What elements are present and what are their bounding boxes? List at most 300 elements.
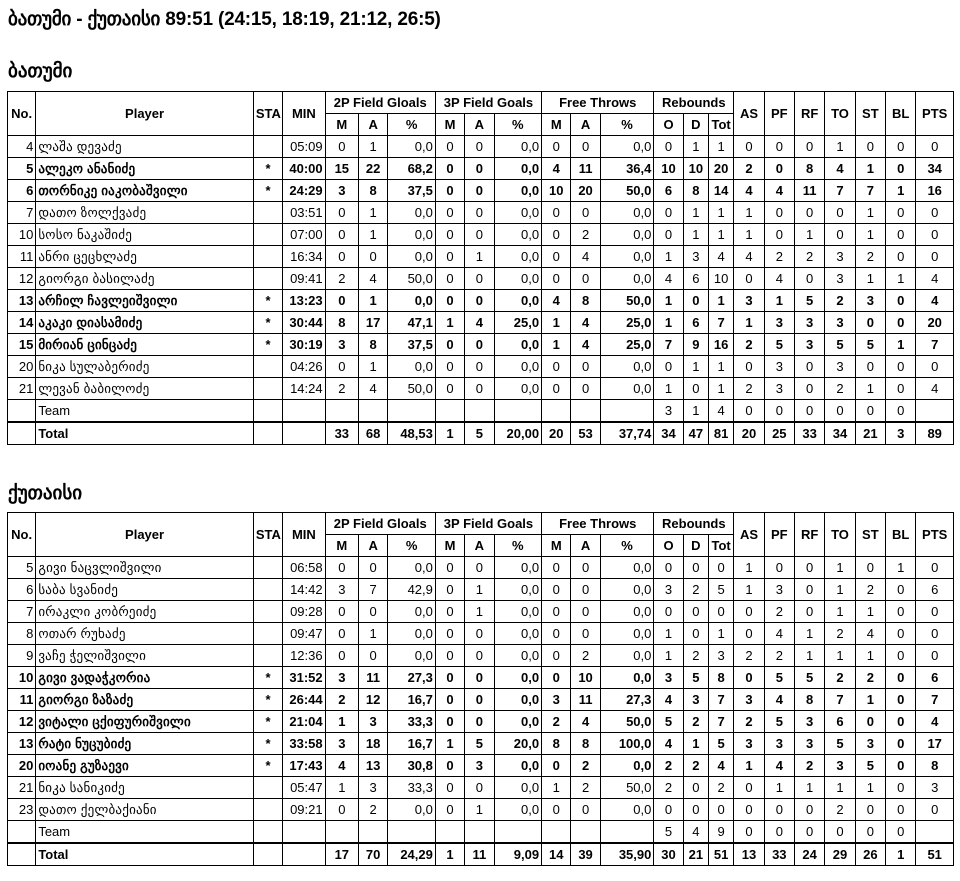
stat-m2: 3 (325, 733, 358, 755)
stat-m3: 0 (435, 378, 464, 400)
col-header-reb: Rebounds (654, 92, 734, 114)
stat-af: 8 (571, 733, 600, 755)
starter-mark (253, 378, 282, 400)
stat-a3: 1 (465, 799, 494, 821)
stat-bl: 0 (886, 158, 916, 180)
stat-as: 3 (734, 290, 764, 312)
stat-pf: 3 (764, 733, 794, 755)
starter-mark (253, 601, 282, 623)
total-a2: 70 (359, 843, 388, 866)
stat-st: 3 (855, 290, 885, 312)
starter-mark (253, 557, 282, 579)
stat-tot: 1 (708, 623, 733, 645)
empty-cell (8, 821, 36, 844)
header-row (8, 513, 954, 535)
stat-pf: 0,0 (600, 755, 654, 777)
player-name: ლევან ბაბილოძე (36, 378, 254, 400)
col-subheader-a: A (571, 535, 600, 557)
player-row (8, 158, 954, 180)
player-number: 13 (8, 290, 36, 312)
stat-mf: 0 (542, 623, 571, 645)
stat-rf: 0 (794, 579, 824, 601)
col-header-bl: BL (886, 513, 916, 557)
stat-st: 1 (855, 268, 885, 290)
team-stat-d: 4 (683, 821, 708, 844)
stat-a2: 0 (359, 601, 388, 623)
stat-af: 0 (571, 601, 600, 623)
stat-tot: 4 (708, 755, 733, 777)
player-name: ოთარ რუხაძე (36, 623, 254, 645)
player-row (8, 378, 954, 400)
col-subheader-m: M (435, 535, 464, 557)
col-header-ft: Free Throws (542, 513, 654, 535)
stat-m3: 0 (435, 224, 464, 246)
stat-pts: 0 (916, 246, 954, 268)
total-row (8, 422, 954, 445)
stat-rf: 1 (794, 224, 824, 246)
stat-p2: 16,7 (388, 689, 436, 711)
stat-o: 0 (654, 601, 683, 623)
stat-m2: 0 (325, 202, 358, 224)
stat-pf: 0,0 (600, 579, 654, 601)
stat-tot: 7 (708, 312, 733, 334)
stat-pf: 0,0 (600, 356, 654, 378)
stat-a2: 1 (359, 290, 388, 312)
player-name: გიორგი ზაზაძე (36, 689, 254, 711)
player-row (8, 579, 954, 601)
stat-m2: 2 (325, 689, 358, 711)
stat-m3: 0 (435, 645, 464, 667)
stat-d: 3 (683, 246, 708, 268)
stat-as: 0 (734, 799, 764, 821)
total-label: Total (36, 422, 254, 445)
stat-p3: 0,0 (494, 689, 542, 711)
stat-d: 2 (683, 711, 708, 733)
col-subheader-a: A (465, 114, 494, 136)
stat-a2: 0 (359, 246, 388, 268)
stat-rf: 0 (794, 378, 824, 400)
team-stat-pf: 0 (764, 400, 794, 423)
stat-m3: 0 (435, 334, 464, 356)
stat-st: 1 (855, 645, 885, 667)
player-name: ვიტალი ცქიფურიშვილი (36, 711, 254, 733)
total-m2: 17 (325, 843, 358, 866)
stat-as: 3 (734, 733, 764, 755)
stat-m3: 0 (435, 777, 464, 799)
stat-as: 1 (734, 312, 764, 334)
header-row (8, 92, 954, 114)
stat-af: 0 (571, 356, 600, 378)
col-header-st: ST (855, 92, 885, 136)
total-m3: 1 (435, 422, 464, 445)
player-name: აკაკი დიასამიძე (36, 312, 254, 334)
stat-a2: 18 (359, 733, 388, 755)
stat-m3: 0 (435, 356, 464, 378)
total-st: 26 (855, 843, 885, 866)
home-box-score-table (7, 91, 954, 445)
starter-mark (253, 645, 282, 667)
total-d: 47 (683, 422, 708, 445)
minutes: 07:00 (283, 224, 325, 246)
stat-st: 2 (855, 579, 885, 601)
stat-o: 4 (654, 733, 683, 755)
stat-af: 0 (571, 799, 600, 821)
stat-m3: 0 (435, 711, 464, 733)
stat-a3: 1 (465, 246, 494, 268)
stat-st: 1 (855, 777, 885, 799)
empty-cell (359, 821, 388, 844)
starter-mark (253, 246, 282, 268)
stat-pf: 50,0 (600, 180, 654, 202)
stat-d: 0 (683, 601, 708, 623)
player-name: ნიკა სანიკიძე (36, 777, 254, 799)
stat-m2: 0 (325, 623, 358, 645)
stat-pf: 0 (764, 799, 794, 821)
empty-cell (600, 400, 654, 423)
stat-as: 4 (734, 180, 764, 202)
player-name: ნიკა სულაბერიძე (36, 356, 254, 378)
col-subheader-pct: % (600, 535, 654, 557)
player-number: 21 (8, 378, 36, 400)
player-name: ალეკო ანანიძე (36, 158, 254, 180)
empty-cell (325, 821, 358, 844)
stat-to: 2 (825, 667, 855, 689)
stat-a2: 1 (359, 136, 388, 158)
stat-pf: 27,3 (600, 689, 654, 711)
stat-p3: 0,0 (494, 557, 542, 579)
stat-p2: 0,0 (388, 290, 436, 312)
player-row (8, 312, 954, 334)
col-subheader-o: O (654, 535, 683, 557)
stat-o: 2 (654, 755, 683, 777)
stat-m2: 3 (325, 667, 358, 689)
stat-a2: 22 (359, 158, 388, 180)
stat-pts: 34 (916, 158, 954, 180)
stat-pf: 0 (764, 557, 794, 579)
player-row (8, 557, 954, 579)
stat-o: 1 (654, 623, 683, 645)
total-bl: 1 (886, 843, 916, 866)
stat-to: 3 (825, 312, 855, 334)
stat-p3: 0,0 (494, 645, 542, 667)
total-to: 34 (825, 422, 855, 445)
stat-af: 10 (571, 667, 600, 689)
stat-p3: 0,0 (494, 334, 542, 356)
stat-rf: 3 (794, 711, 824, 733)
stat-af: 0 (571, 378, 600, 400)
stat-bl: 0 (886, 777, 916, 799)
stat-tot: 7 (708, 711, 733, 733)
player-name: დათო ქელბაქიანი (36, 799, 254, 821)
stat-a2: 11 (359, 667, 388, 689)
stat-p2: 42,9 (388, 579, 436, 601)
stat-p2: 0,0 (388, 557, 436, 579)
stat-st: 4 (855, 623, 885, 645)
col-header-pf: PF (764, 513, 794, 557)
stat-bl: 0 (886, 601, 916, 623)
player-name: სოსო ნაკაშიძე (36, 224, 254, 246)
starter-mark (253, 777, 282, 799)
stat-o: 1 (654, 246, 683, 268)
player-number: 10 (8, 667, 36, 689)
stat-o: 4 (654, 268, 683, 290)
stat-a3: 5 (465, 733, 494, 755)
stat-rf: 3 (794, 733, 824, 755)
stat-mf: 0 (542, 799, 571, 821)
stat-d: 10 (683, 158, 708, 180)
col-subheader-pct: % (494, 535, 542, 557)
stat-mf: 2 (542, 711, 571, 733)
stat-tot: 20 (708, 158, 733, 180)
total-tot: 51 (708, 843, 733, 866)
stat-af: 2 (571, 755, 600, 777)
stat-af: 4 (571, 312, 600, 334)
stat-af: 4 (571, 246, 600, 268)
stat-tot: 10 (708, 268, 733, 290)
stat-af: 20 (571, 180, 600, 202)
stat-to: 2 (825, 290, 855, 312)
stat-rf: 8 (794, 689, 824, 711)
stat-bl: 1 (886, 334, 916, 356)
stat-mf: 4 (542, 158, 571, 180)
total-p3: 9,09 (494, 843, 542, 866)
team-label: Team (36, 400, 254, 423)
total-mf: 14 (542, 843, 571, 866)
stat-p2: 33,3 (388, 777, 436, 799)
stat-m2: 0 (325, 356, 358, 378)
stat-a3: 0 (465, 268, 494, 290)
stat-mf: 10 (542, 180, 571, 202)
stat-a3: 0 (465, 711, 494, 733)
stat-p2: 50,0 (388, 378, 436, 400)
player-name: დათო ზოლქვაძე (36, 202, 254, 224)
stat-a3: 1 (465, 601, 494, 623)
stat-a3: 4 (465, 312, 494, 334)
stat-as: 0 (734, 777, 764, 799)
stat-a2: 2 (359, 799, 388, 821)
stat-bl: 0 (886, 202, 916, 224)
stat-p3: 0,0 (494, 356, 542, 378)
stat-rf: 0 (794, 799, 824, 821)
player-row (8, 268, 954, 290)
stat-p2: 37,5 (388, 180, 436, 202)
stat-p2: 68,2 (388, 158, 436, 180)
stat-o: 0 (654, 799, 683, 821)
col-header-fg2: 2P Field Gloals (325, 513, 435, 535)
stat-to: 7 (825, 689, 855, 711)
stat-mf: 1 (542, 334, 571, 356)
stat-pf: 25,0 (600, 334, 654, 356)
stat-pts: 0 (916, 202, 954, 224)
stat-m3: 0 (435, 268, 464, 290)
away-box-score-table (7, 512, 954, 866)
stat-m2: 3 (325, 334, 358, 356)
stat-bl: 0 (886, 312, 916, 334)
minutes: 14:42 (283, 579, 325, 601)
stat-tot: 1 (708, 378, 733, 400)
stat-o: 4 (654, 689, 683, 711)
stat-pf: 4 (764, 623, 794, 645)
stat-pf: 0,0 (600, 378, 654, 400)
stat-tot: 1 (708, 136, 733, 158)
stat-a2: 1 (359, 623, 388, 645)
stat-pf: 100,0 (600, 733, 654, 755)
stat-pts: 17 (916, 733, 954, 755)
stat-p3: 0,0 (494, 799, 542, 821)
team-name-home: ბათუმი (8, 61, 73, 82)
stat-pts: 4 (916, 711, 954, 733)
stat-pf: 3 (764, 579, 794, 601)
stat-af: 8 (571, 290, 600, 312)
minutes: 09:28 (283, 601, 325, 623)
stat-tot: 1 (708, 356, 733, 378)
stat-tot: 5 (708, 579, 733, 601)
stat-tot: 8 (708, 667, 733, 689)
player-row (8, 334, 954, 356)
stat-rf: 0 (794, 356, 824, 378)
col-subheader-m: M (542, 535, 571, 557)
stat-a2: 13 (359, 755, 388, 777)
stat-pf: 0 (764, 136, 794, 158)
stat-rf: 5 (794, 290, 824, 312)
stat-p2: 50,0 (388, 268, 436, 290)
stat-p3: 0,0 (494, 136, 542, 158)
minutes: 40:00 (283, 158, 325, 180)
empty-cell (571, 400, 600, 423)
empty-cell (253, 821, 282, 844)
stat-pf: 50,0 (600, 290, 654, 312)
stat-p2: 33,3 (388, 711, 436, 733)
col-header-fg3: 3P Field Goals (435, 513, 541, 535)
empty-cell (283, 422, 325, 445)
stat-d: 0 (683, 290, 708, 312)
stat-af: 2 (571, 777, 600, 799)
stat-pf: 0,0 (600, 623, 654, 645)
stat-rf: 3 (794, 334, 824, 356)
stat-as: 0 (734, 136, 764, 158)
stat-mf: 0 (542, 202, 571, 224)
total-rf: 24 (794, 843, 824, 866)
stat-a2: 0 (359, 645, 388, 667)
starter-mark (253, 623, 282, 645)
stat-m3: 0 (435, 623, 464, 645)
stat-pf: 4 (764, 689, 794, 711)
stat-a3: 0 (465, 689, 494, 711)
stat-d: 2 (683, 645, 708, 667)
total-as: 13 (734, 843, 764, 866)
stat-af: 2 (571, 645, 600, 667)
starter-mark: * (253, 334, 282, 356)
col-subheader-d: D (683, 535, 708, 557)
stat-a3: 0 (465, 180, 494, 202)
stat-pts: 6 (916, 667, 954, 689)
stat-to: 5 (825, 334, 855, 356)
stat-p3: 0,0 (494, 290, 542, 312)
stat-d: 0 (683, 799, 708, 821)
stat-a2: 7 (359, 579, 388, 601)
player-row (8, 667, 954, 689)
stat-pf: 5 (764, 711, 794, 733)
col-header-pts: PTS (916, 513, 954, 557)
stat-m3: 0 (435, 601, 464, 623)
stat-af: 0 (571, 557, 600, 579)
total-as: 20 (734, 422, 764, 445)
total-af: 39 (571, 843, 600, 866)
stat-bl: 0 (886, 623, 916, 645)
col-subheader-a: A (359, 114, 388, 136)
stat-p3: 0,0 (494, 202, 542, 224)
stat-o: 5 (654, 711, 683, 733)
stat-d: 1 (683, 356, 708, 378)
stat-bl: 0 (886, 711, 916, 733)
stat-o: 1 (654, 312, 683, 334)
stat-m2: 0 (325, 290, 358, 312)
empty-cell (253, 422, 282, 445)
player-name: არჩილ ჩავლეიშვილი (36, 290, 254, 312)
player-number: 21 (8, 777, 36, 799)
total-pf: 33 (764, 843, 794, 866)
stat-pts: 0 (916, 136, 954, 158)
stat-as: 1 (734, 224, 764, 246)
empty-cell (283, 821, 325, 844)
stat-a3: 0 (465, 136, 494, 158)
stat-pf: 0,0 (600, 224, 654, 246)
minutes: 31:52 (283, 667, 325, 689)
starter-mark (253, 268, 282, 290)
stat-pts: 8 (916, 755, 954, 777)
player-row (8, 246, 954, 268)
stat-st: 0 (855, 356, 885, 378)
total-o: 34 (654, 422, 683, 445)
starter-mark (253, 579, 282, 601)
player-row (8, 623, 954, 645)
stat-p2: 37,5 (388, 334, 436, 356)
stat-to: 3 (825, 268, 855, 290)
stat-pf: 4 (764, 268, 794, 290)
col-header-fg2: 2P Field Gloals (325, 92, 435, 114)
stat-pts: 4 (916, 290, 954, 312)
team-stat-o: 5 (654, 821, 683, 844)
stat-as: 2 (734, 711, 764, 733)
stat-d: 0 (683, 378, 708, 400)
team-stat-bl: 0 (886, 400, 916, 423)
stat-p2: 0,0 (388, 623, 436, 645)
total-pf: 35,90 (600, 843, 654, 866)
stat-a3: 0 (465, 224, 494, 246)
stat-st: 1 (855, 378, 885, 400)
starter-mark: * (253, 158, 282, 180)
empty-cell (494, 821, 542, 844)
col-header-player: Player (36, 513, 254, 557)
stat-a3: 0 (465, 202, 494, 224)
stat-m2: 4 (325, 755, 358, 777)
player-row (8, 356, 954, 378)
stat-m2: 0 (325, 601, 358, 623)
player-row (8, 733, 954, 755)
player-name: მირიან ცინცაძე (36, 334, 254, 356)
col-header-no: No. (8, 92, 36, 136)
team-stat-st: 0 (855, 821, 885, 844)
empty-cell (542, 400, 571, 423)
stat-p2: 0,0 (388, 246, 436, 268)
player-name: ანრი ცეცხლაძე (36, 246, 254, 268)
stat-p3: 0,0 (494, 667, 542, 689)
stat-p3: 0,0 (494, 777, 542, 799)
stat-m3: 0 (435, 689, 464, 711)
empty-cell (283, 843, 325, 866)
stat-pf: 0,0 (600, 667, 654, 689)
player-number: 6 (8, 579, 36, 601)
